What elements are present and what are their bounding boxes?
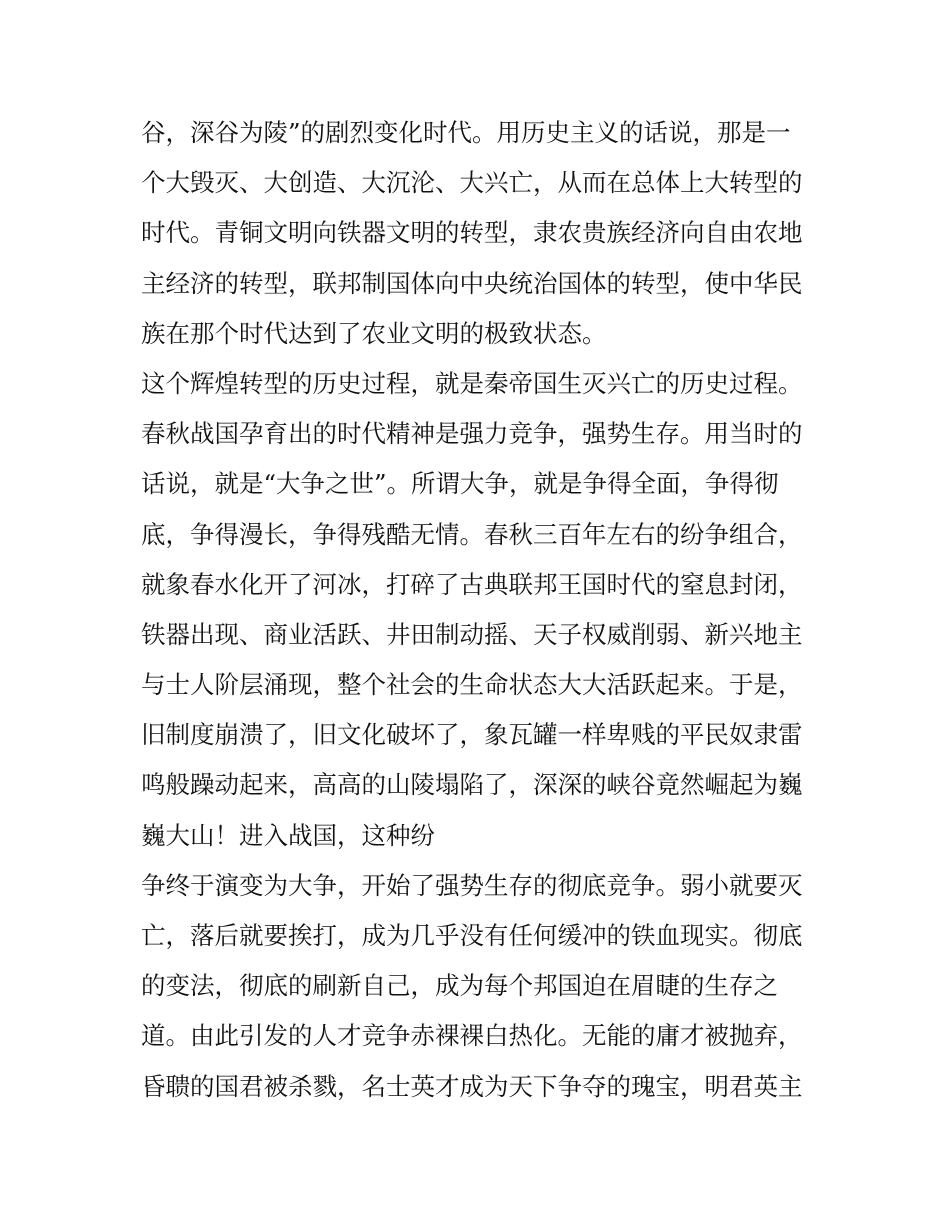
text-line: 昏聩的国君被杀戮，名士英才成为天下争夺的瑰宝，明君英主 bbox=[141, 1071, 803, 1101]
text-line: 主经济的转型，联邦制国体向中央统治国体的转型，使中华民 bbox=[141, 268, 803, 298]
text-line: 的变法，彻底的刷新自己，成为每个邦国迫在眉睫的生存之 bbox=[141, 971, 778, 1001]
text-line: 旧制度崩溃了，旧文化破坏了，象瓦罐一样卑贱的平民奴隶雷 bbox=[141, 720, 803, 750]
text-line: 个大毁灭、大创造、大沉沦、大兴亡，从而在总体上大转型的 bbox=[141, 168, 803, 198]
text-line: 鸣般躁动起来，高高的山陵塌陷了，深深的峡谷竟然崛起为巍 bbox=[141, 770, 803, 800]
text-line: 底，争得漫长，争得残酷无情。春秋三百年左右的纷争组合， bbox=[141, 519, 803, 549]
text-line: 与士人阶层涌现，整个社会的生命状态大大活跃起来。于是， bbox=[141, 670, 803, 700]
text-line: 话说，就是“大争之世”。所谓大争，就是争得全面，争得彻 bbox=[141, 469, 779, 499]
text-line: 族在那个时代达到了农业文明的极致状态。 bbox=[141, 318, 607, 348]
text-line: 亡，落后就要挨打，成为几乎没有任何缓冲的铁血现实。彻底 bbox=[141, 921, 803, 950]
text-line: 争终于演变为大争，开始了强势生存的彻底竞争。弱小就要灭 bbox=[141, 870, 803, 900]
text-line: 道。由此引发的人才竞争赤裸裸白热化。无能的庸才被抛弃， bbox=[141, 1021, 803, 1051]
text-line: 铁器出现、商业活跃、井田制动摇、天子权威削弱、新兴地主 bbox=[141, 619, 803, 649]
text-line: 谷，深谷为陵”的剧烈变化时代。用历史主义的话说，那是一 bbox=[141, 118, 791, 147]
body-text bbox=[141, 108, 831, 1112]
text-line: 巍大山！进入战国，这种纷 bbox=[141, 820, 435, 850]
text-line: 时代。青铜文明向铁器文明的转型，隶农贵族经济向自由农地 bbox=[141, 218, 803, 248]
text-line: 春秋战国孕育出的时代精神是强力竞争，强势生存。用当时的 bbox=[141, 419, 803, 449]
text-line: 就象春水化开了河冰，打碎了古典联邦王国时代的窒息封闭， bbox=[141, 569, 803, 599]
text-line: 这个辉煌转型的历史过程，就是秦帝国生灭兴亡的历史过程。 bbox=[141, 368, 803, 398]
